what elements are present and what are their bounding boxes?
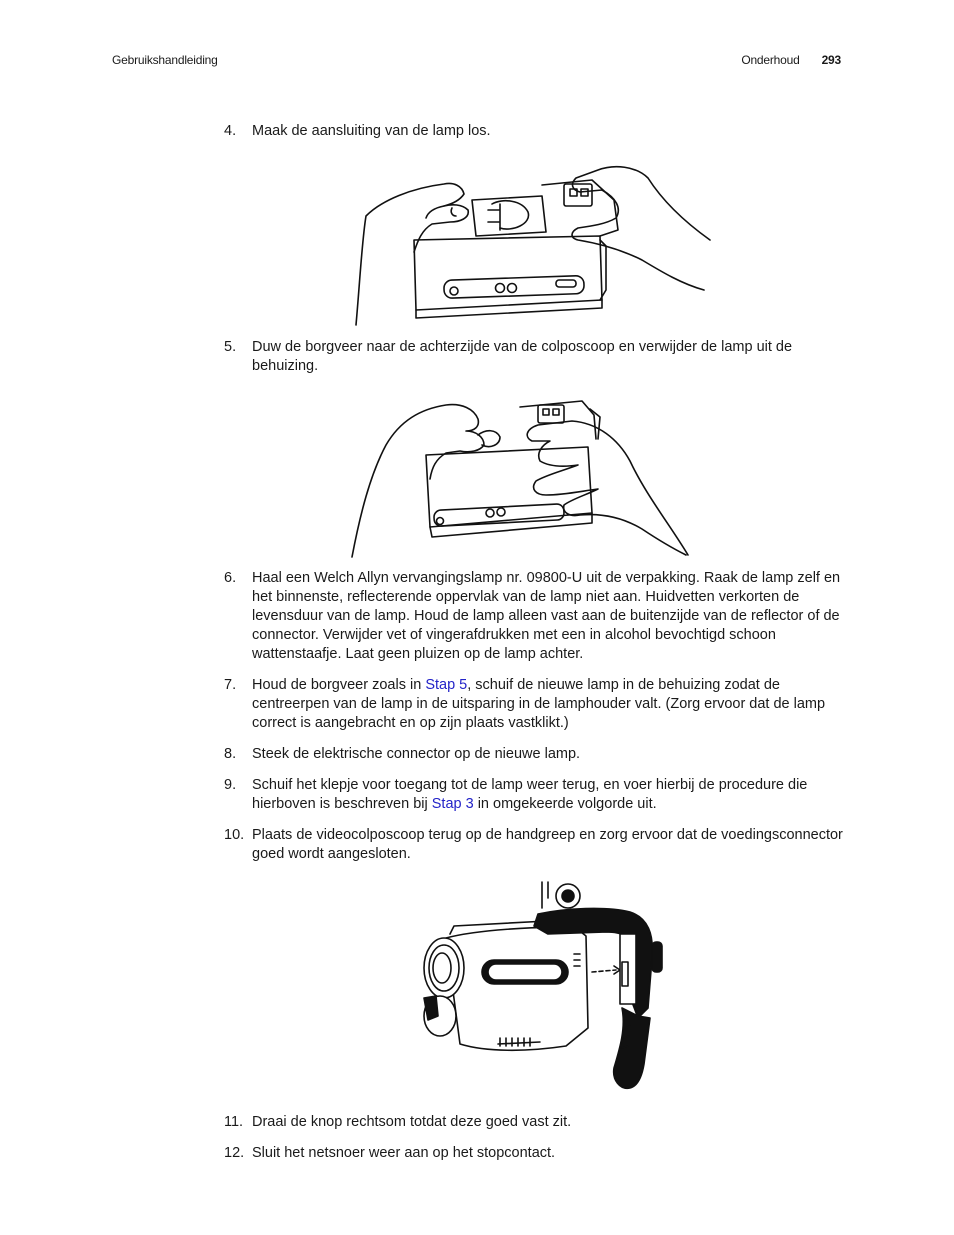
section-name: Onderhoud xyxy=(741,53,800,67)
link-stap-3[interactable]: Stap 3 xyxy=(431,796,474,812)
illustration-disconnect-lamp xyxy=(352,160,712,330)
step-4 xyxy=(224,122,844,141)
step-number: 9. xyxy=(224,777,237,793)
step-number: 7. xyxy=(224,677,237,693)
step-text: Maak de aansluiting van de lamp los. xyxy=(252,123,491,139)
step-10 xyxy=(224,826,844,864)
step-number: 12. xyxy=(224,1145,245,1161)
step-text: Duw de borgveer naar de achterzijde van de colposcoop en verwijder de lamp uit de behuizing. xyxy=(252,339,793,374)
step-text: Draai de knop rechtsom totdat deze goed vast zit. xyxy=(252,1114,572,1130)
step-text: Houd de borgveer zoals in Stap 5, schuif de nieuwe lamp in de behuizing zodat de centreerpen van de lamp in de uitsparing in de lamphouder valt. (Zorg ervoor dat de lamp correct is aangebracht en op zijn plaats vastklikt.) xyxy=(252,677,826,731)
step-5 xyxy=(224,338,844,376)
step-text: Sluit het netsnoer weer aan op het stopcontact. xyxy=(252,1145,556,1161)
step-number: 4. xyxy=(224,123,237,139)
page-number: 293 xyxy=(821,53,841,67)
step-number: 10. xyxy=(224,827,245,843)
illustration-colposcope-on-handle xyxy=(416,878,670,1100)
step-number: 11. xyxy=(224,1114,244,1130)
step-7 xyxy=(224,676,844,733)
step-number: 5. xyxy=(224,339,237,355)
step-text: Haal een Welch Allyn vervangingslamp nr. 09800-U uit de verpakking. Raak de lamp zelf en het binnenste, reflecterende oppervlak van de lamp niet aan. Huidvetten verkorten de levensduur van de lamp. Houd de lamp alleen vast aan de buitenzijde van de reflector of de connector. Verwijder vet of vingerafdrukken met een in alcohol bevochtigd schoon wattenstaafje. Laat geen pluizen op de lamp achter. xyxy=(252,570,841,662)
step-9 xyxy=(224,776,844,814)
running-header-title: Gebruikshandleiding xyxy=(112,53,218,67)
step-6 xyxy=(224,569,844,664)
illustration-remove-lamp xyxy=(350,395,690,560)
step-number: 6. xyxy=(224,570,237,586)
step-11 xyxy=(224,1113,844,1132)
step-text: Plaats de videocolposcoop terug op de handgreep en zorg ervoor dat de voedingsconnector goed wordt aangesloten. xyxy=(252,827,843,862)
step-number: 8. xyxy=(224,746,237,762)
step-8 xyxy=(224,745,844,764)
running-header-right xyxy=(741,53,841,67)
link-stap-5[interactable]: Stap 5 xyxy=(425,677,468,693)
step-text: Steek de elektrische connector op de nieuwe lamp. xyxy=(252,746,581,762)
step-text: Schuif het klepje voor toegang tot de lamp weer terug, en voer hierbij de procedure die hierboven is beschreven bij Stap 3 in omgekeerde volgorde uit. xyxy=(252,777,808,812)
step-12 xyxy=(224,1144,844,1163)
